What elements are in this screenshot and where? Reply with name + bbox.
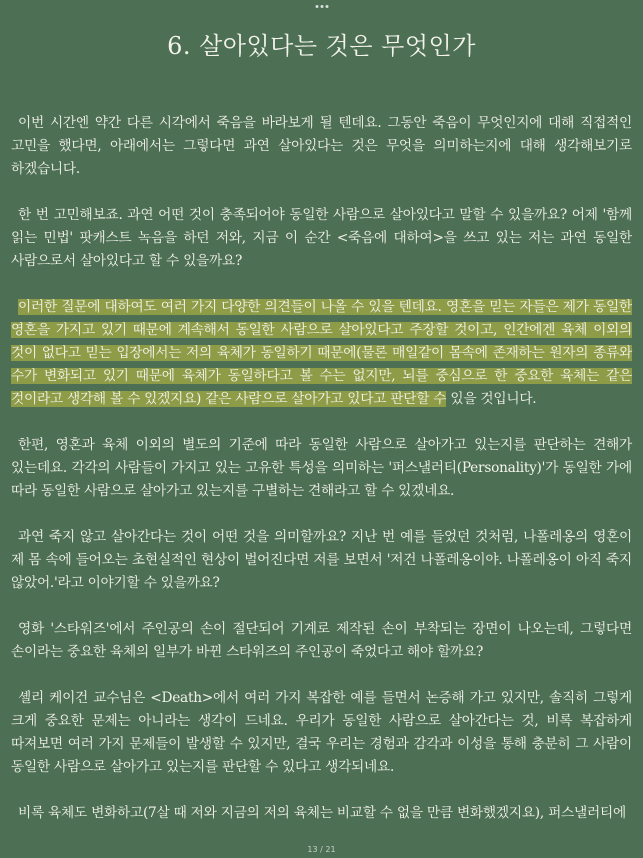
chapter-body bbox=[11, 112, 632, 848]
paragraph: 한 번 고민해보죠. 과연 어떤 것이 충족되어야 동일한 사람으로 살아있다고 말할 수 있을까요? 어제 '함께 읽는 민법' 팟캐스트 녹음을 하던 저와, 지금 이 순간 <죽음에 대하여>을 쓰고 있는 저는 과연 동일한 사람으로서 살아있다고 할 수 있을까요? bbox=[11, 207, 632, 269]
paragraph: 영화 '스타워즈'에서 주인공의 손이 절단되어 기계로 제작된 손이 부착되는 장면이 나오는데, 그렇다면 손이라는 중요한 육체의 일부가 바뀐 스타워즈의 주인공이 죽었다고 해야 할까요? bbox=[11, 621, 632, 660]
dot bbox=[320, 5, 323, 8]
chapter-title: 6. 살아있다는 것은 무엇인가 bbox=[167, 32, 476, 60]
paragraph: 과연 죽지 않고 살아간다는 것이 어떤 것을 의미할까요? 지난 번 예를 들었던 것처럼, 나폴레옹의 영혼이 제 몸 속에 들어오는 초현실적인 현상이 벌어진다면 저를 보면서 '저건 나폴레옹이야. 나폴레옹이 아직 죽지 않았어.'라고 이야기할 수 있을까요? bbox=[11, 529, 632, 591]
text-highlight[interactable]: 이러한 질문에 대하여도 여러 가지 다양한 의견들이 나올 수 있을 텐데요. 영혼을 믿는 자들은 제가 동일한 영혼을 가지고 있기 때문에 계속해서 동일한 사람으로 살아있다고 주장할 것이고, 인간에겐 육체 이외의 것이 없다고 믿는 입장에서는 저의 육체가 동일하기 때문에(물론 매일같이 몸속에 존재하는 원자의 종류와 수가 변화되고 있기 때문에 육체가 동일하다고 볼 수는 없지만, 뇌를 중심으로 한 중요한 육체는 같은 것이라고 생각해 볼 수 있겠지요) 같은 사람으로 살아가고 있다고 판단할 수 bbox=[11, 299, 632, 407]
paragraph: 셸리 케이건 교수님은 <Death>에서 여러 가지 복잡한 예를 들면서 논증해 가고 있지만, 솔직히 그렇게 크게 중요한 문제는 아니라는 생각이 드네요. 우리가 동일한 사람으로 살아간다는 것, 비록 복잡하게 따져보면 여러 가지 문제들이 발생할 수 있지만, 결국 우리는 경험과 감각과 이성을 통해 충분히 그 사람이 동일한 사람으로 살아가고 있는지를 판단할 수 있다고 생각되네요. bbox=[11, 690, 632, 775]
paragraph-highlighted bbox=[11, 296, 632, 411]
page-indicator: 13 / 21 bbox=[307, 845, 336, 854]
paragraph: 비록 육체도 변화하고(7살 때 저와 지금의 저의 육체는 비교할 수 없을 만큼 변화했겠지요), 퍼스낼러티에 bbox=[18, 805, 626, 821]
dot bbox=[315, 5, 318, 8]
dot bbox=[325, 5, 328, 8]
paragraph: 이번 시간엔 약간 다른 시각에서 죽음을 바라보게 될 텐데요. 그동안 죽음이 무엇인지에 대해 직접적인 고민을 했다면, 아래에서는 그렇다면 과연 살아있다는 것은 무엇을 의미하는지에 대해 생각해보기로 하겠습니다. bbox=[11, 115, 632, 177]
paragraph: 한편, 영혼과 육체 이외의 별도의 기준에 따라 동일한 사람으로 살아가고 있는지를 판단하는 견해가 있는데요. 각각의 사람들이 가지고 있는 고유한 특성을 의미하는 '퍼스낼러티(Personality)'가 동일한 가에 따라 동일한 사람으로 살아가고 있는지를 구별하는 견해라고 할 수 있겠네요. bbox=[11, 437, 632, 499]
three-dots-icon[interactable] bbox=[315, 5, 328, 8]
paragraph-rest: 있을 것입니다. bbox=[446, 391, 537, 407]
